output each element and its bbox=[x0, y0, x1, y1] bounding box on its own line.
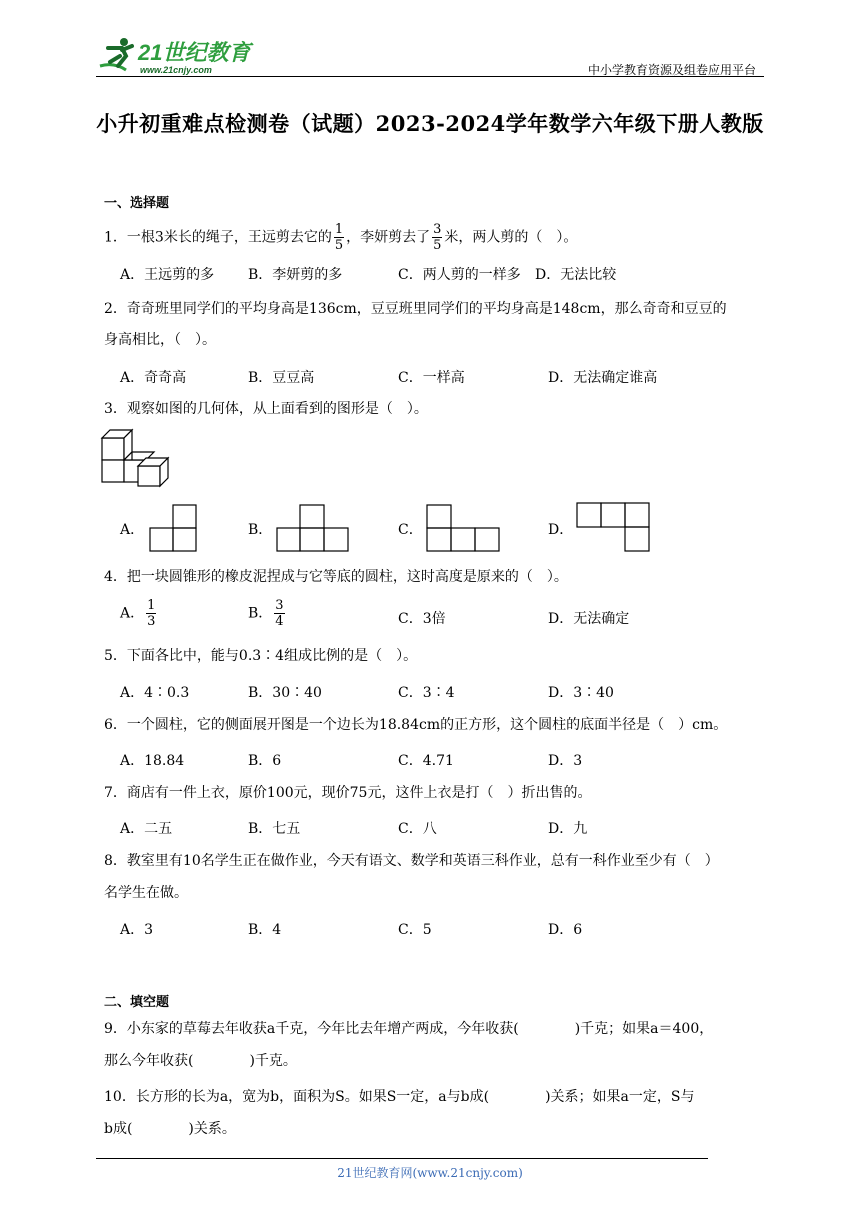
q7-option-b[interactable]: B．七五 bbox=[248, 821, 301, 837]
site-logo bbox=[96, 36, 266, 76]
q1-option-b[interactable]: B．李妍剪的多 bbox=[248, 267, 343, 283]
fraction bbox=[274, 598, 284, 629]
q6-option-a[interactable]: A．18.84 bbox=[120, 753, 185, 769]
question-4: 4．把一块圆锥形的橡皮泥捏成与它等底的圆柱，这时高度是原来的（ ）。 bbox=[104, 569, 568, 585]
q3-option-d-shape bbox=[576, 502, 650, 552]
q5-option-b[interactable]: B．30∶40 bbox=[248, 685, 322, 701]
q8-option-a[interactable]: A．3 bbox=[120, 922, 154, 938]
option-letter: A． bbox=[120, 605, 145, 622]
q2-option-a[interactable]: A．奇奇高 bbox=[120, 370, 187, 386]
question-2-line1: 2．奇奇班里同学们的平均身高是136cm，豆豆班里同学们的平均身高是148cm，那么奇奇和豆豆的 bbox=[104, 301, 727, 317]
q4-option-a[interactable] bbox=[120, 598, 158, 629]
q5-option-c[interactable]: C．3∶4 bbox=[398, 685, 455, 701]
denominator: 3 bbox=[147, 614, 156, 629]
logo-url: www.21cnjy.com bbox=[140, 65, 212, 75]
platform-name: 中小学教育资源及组卷应用平台 bbox=[587, 63, 756, 77]
q1-option-a[interactable]: A．王远剪的多 bbox=[120, 267, 215, 283]
q1-text-c: 米，两人剪的（ ）。 bbox=[444, 229, 578, 246]
numerator: 3 bbox=[433, 222, 442, 237]
question-10-line2: b成( )关系。 bbox=[104, 1121, 236, 1137]
numerator: 3 bbox=[275, 598, 284, 613]
q7-option-a[interactable]: A．二五 bbox=[120, 821, 173, 837]
q8-option-d[interactable]: D．6 bbox=[548, 922, 583, 938]
q4-option-d[interactable]: D．无法确定 bbox=[548, 611, 630, 627]
q2-option-b[interactable]: B．豆豆高 bbox=[248, 370, 315, 386]
header-divider bbox=[96, 76, 764, 77]
question-9-line2: 那么今年收获( )千克。 bbox=[104, 1053, 297, 1069]
q1-option-c[interactable]: C．两人剪的一样多 bbox=[398, 267, 521, 283]
q1-option-d[interactable]: D．无法比较 bbox=[535, 267, 617, 283]
q5-option-d[interactable]: D．3∶40 bbox=[548, 685, 614, 701]
q3-option-a-shape bbox=[149, 504, 197, 552]
cube-solid-figure bbox=[100, 428, 176, 488]
denominator: 5 bbox=[433, 238, 442, 253]
q8-option-b[interactable]: B．4 bbox=[248, 922, 282, 938]
question-6: 6．一个圆柱，它的侧面展开图是一个边长为18.84cm的正方形，这个圆柱的底面半径是（ ）cm。 bbox=[104, 717, 728, 733]
question-8-line2: 名学生在做。 bbox=[104, 885, 188, 901]
numerator: 1 bbox=[334, 222, 344, 237]
page-title: 小升初重难点检测卷（试题）2023-2024学年数学六年级下册人教版 bbox=[96, 111, 764, 136]
logo-text: 21世纪教育 bbox=[138, 40, 251, 65]
q3-option-a[interactable]: A． bbox=[120, 522, 145, 538]
numerator: 1 bbox=[147, 598, 156, 613]
q7-option-d[interactable]: D．九 bbox=[548, 821, 588, 837]
question-8-line1: 8．教室里有10名学生正在做作业，今天有语文、数学和英语三科作业，总有一科作业至少有（ ） bbox=[104, 853, 719, 869]
q6-option-d[interactable]: D．3 bbox=[548, 753, 583, 769]
question-5: 5．下面各比中，能与0.3∶4组成比例的是（ ）。 bbox=[104, 648, 418, 664]
denominator: 4 bbox=[275, 614, 284, 629]
runner-logo-icon bbox=[96, 36, 266, 76]
section-heading-choice: 一、选择题 bbox=[104, 196, 170, 211]
footer-divider bbox=[96, 1158, 708, 1159]
q2-option-c[interactable]: C．一样高 bbox=[398, 370, 465, 386]
q3-option-b-shape bbox=[276, 504, 349, 552]
fraction bbox=[334, 222, 344, 253]
q3-option-b[interactable]: B． bbox=[248, 522, 273, 538]
question-9-line1: 9．小东家的草莓去年收获a千克，今年比去年增产两成，今年收获( )千克；如果a＝400， bbox=[104, 1021, 714, 1037]
footer-link[interactable]: 21世纪教育网(www.21cnjy.com) bbox=[337, 1166, 523, 1180]
q4-option-c[interactable]: C．3倍 bbox=[398, 611, 446, 627]
q1-text-b: ，李妍剪去了 bbox=[346, 229, 431, 246]
q5-option-a[interactable]: A．4∶0.3 bbox=[120, 685, 190, 701]
q6-option-c[interactable]: C．4.71 bbox=[398, 753, 454, 769]
denominator: 5 bbox=[334, 238, 344, 253]
question-1 bbox=[104, 222, 577, 253]
q8-option-c[interactable]: C．5 bbox=[398, 922, 432, 938]
q3-option-d[interactable]: D． bbox=[548, 522, 574, 538]
q6-option-b[interactable]: B．6 bbox=[248, 753, 282, 769]
q4-option-b[interactable] bbox=[248, 598, 287, 629]
option-letter: B． bbox=[248, 605, 273, 622]
question-3: 3．观察如图的几何体，从上面看到的图形是（ ）。 bbox=[104, 401, 428, 417]
q7-option-c[interactable]: C．八 bbox=[398, 821, 437, 837]
fraction bbox=[146, 598, 156, 629]
q3-option-c-shape bbox=[426, 504, 500, 552]
question-10-line1: 10．长方形的长为a，宽为b，面积为S。如果S一定，a与b成( )关系；如果a一定，S与 bbox=[104, 1089, 695, 1105]
q3-option-c[interactable]: C． bbox=[398, 522, 423, 538]
q1-text-a: 1．一根3米长的绳子，王远剪去它的 bbox=[104, 229, 332, 246]
fraction bbox=[432, 222, 442, 253]
question-2-line2: 身高相比，（ ）。 bbox=[104, 332, 216, 348]
section-heading-fill: 二、填空题 bbox=[104, 995, 170, 1010]
q2-option-d[interactable]: D．无法确定谁高 bbox=[548, 370, 658, 386]
question-7: 7．商店有一件上衣，原价100元，现价75元，这件上衣是打（ ）折出售的。 bbox=[104, 785, 592, 801]
